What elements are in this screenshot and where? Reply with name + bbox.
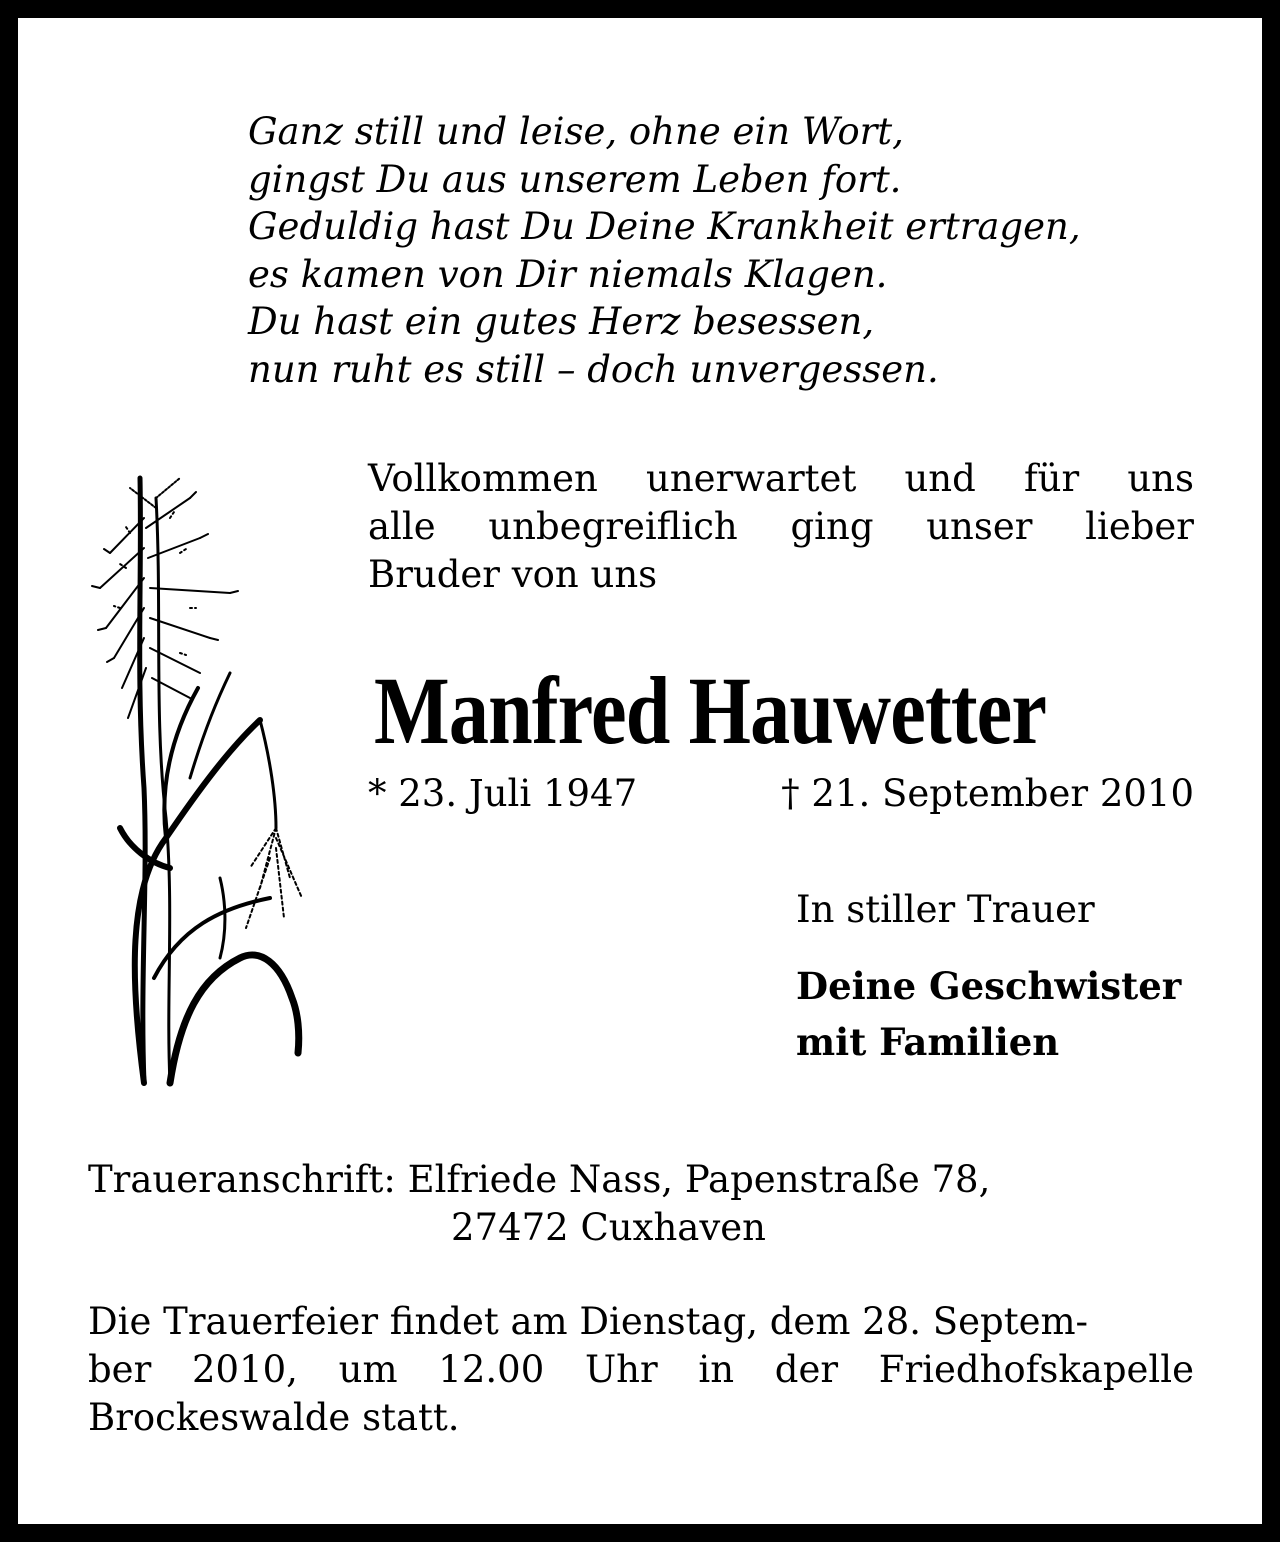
- ceremony-line: Die Trauerfeier findet am Dienstag, dem 28. Septem-: [88, 1300, 1089, 1343]
- intro-line: Vollkommen unerwartet und für uns: [368, 457, 1194, 500]
- address-label: Traueranschrift:: [88, 1158, 396, 1201]
- grass-plant-icon: [70, 458, 310, 1098]
- mourners-line: Deine Geschwister: [796, 964, 1182, 1008]
- poem: [248, 108, 1081, 393]
- poem-line: Ganz still und leise, ohne ein Wort,: [248, 110, 904, 153]
- intro-line: alle unbegreiflich ging unser lieber: [368, 505, 1194, 548]
- poem-line: Du hast ein gutes Herz besessen,: [248, 300, 875, 343]
- poem-line: es kamen von Dir niemals Klagen.: [248, 252, 888, 296]
- mourners: [796, 958, 1181, 1070]
- birth-date: * 23. Juli 1947: [368, 772, 638, 815]
- address-line: Elfriede Nass, Papenstraße 78,: [407, 1158, 991, 1201]
- address-line: 27472 Cuxhaven: [451, 1206, 766, 1249]
- mourning-address: [88, 1156, 990, 1252]
- death-date: † 21. September 2010: [781, 772, 1194, 815]
- mourners-line: mit Familien: [796, 1020, 1060, 1064]
- intro-text: [368, 455, 1194, 599]
- ceremony-line: ber 2010, um 12.00 Uhr in der Friedhofskapelle: [88, 1348, 1194, 1391]
- deceased-name: Manfred Hauwetter: [374, 657, 1047, 764]
- poem-line: nun ruht es still – doch unvergessen.: [248, 347, 939, 391]
- poem-line: gingst Du aus unserem Leben fort.: [248, 157, 902, 201]
- ceremony-line: Brockeswalde statt.: [88, 1396, 460, 1439]
- obituary-card: [18, 18, 1262, 1524]
- ceremony-notice: [88, 1298, 1194, 1442]
- life-dates: [368, 770, 1194, 818]
- poem-line: Geduldig hast Du Deine Krankheit ertragen,: [248, 205, 1081, 248]
- intro-line: Bruder von uns: [368, 553, 658, 596]
- mourning-phrase: In stiller Trauer: [796, 888, 1095, 931]
